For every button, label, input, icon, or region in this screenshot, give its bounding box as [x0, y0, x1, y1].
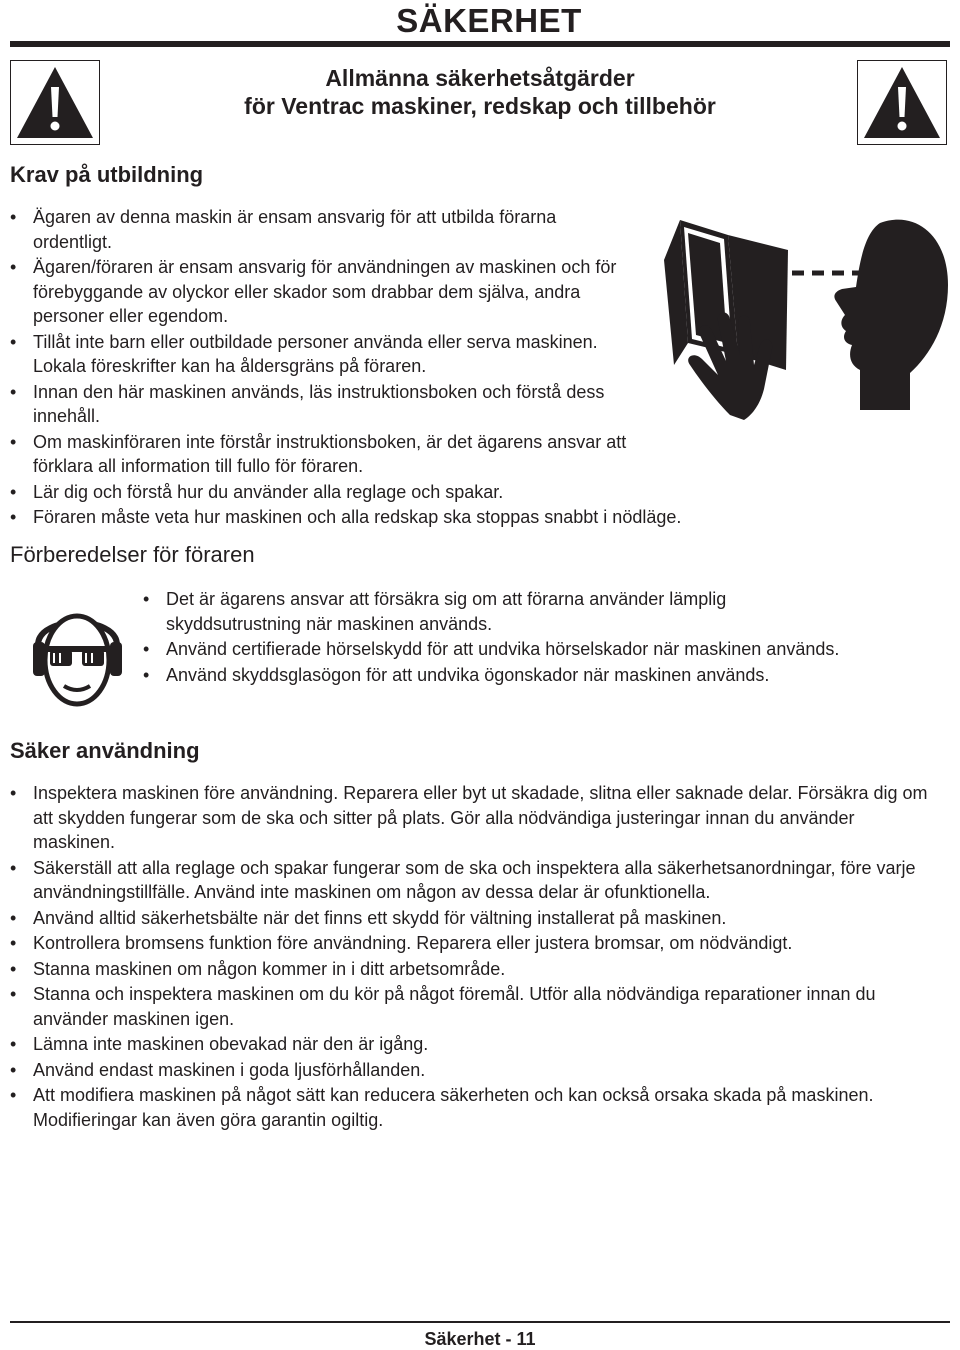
list-item: • Inspektera maskinen före användning. Reparera eller byt ut skadade, slitna eller saknade delar. Försäkra dig om att skydden fungerar som de ska och sitter på plats. Gör alla nödvändiga justeringar innan du använder maskinen. — [10, 781, 940, 855]
warning-triangle-icon — [862, 65, 942, 140]
list-item: • Lär dig och förstå hur du använder alla reglage och spakar. — [10, 480, 790, 505]
page-title: SÄKERHET — [396, 2, 582, 39]
warning-sign-right — [857, 60, 947, 145]
subtitle-line-1: Allmänna säkerhetsåtgärder — [325, 65, 635, 91]
list-item: • Föraren måste veta hur maskinen och alla redskap ska stoppas snabbt i nödläge. — [10, 505, 790, 530]
list-item: • Ägaren/föraren är ensam ansvarig för användningen av maskinen och för förebyggande av olyckor eller skador som drabbar dem själva, andra personer eller egendom. — [10, 255, 623, 329]
footer-rule — [10, 1321, 950, 1323]
list-item: • Säkerställ att alla reglage och spakar fungerar som de ska och inspektera alla säkerhetsanordningar, före varje användningstillfälle. Använd inte maskinen om någon av dessa delar är ofunktionella. — [10, 856, 933, 905]
read-manual-icon — [660, 205, 950, 420]
list-item: • Ägaren av denna maskin är ensam ansvarig för att utbilda förarna ordentligt. — [10, 205, 623, 254]
list-item: • Tillåt inte barn eller outbildade personer använda eller serva maskinen. Lokala föreskrifter kan ha åldersgräns på föraren. — [10, 330, 623, 379]
warning-sign-left — [10, 60, 100, 145]
protective-equipment-icon — [30, 600, 125, 710]
list-item: • Använd alltid säkerhetsbälte när det finns ett skydd för vältning installerat på maskinen. — [10, 906, 940, 931]
preparation-list — [143, 587, 953, 688]
list-item: • Stanna maskinen om någon kommer in i ditt arbetsområde. — [10, 957, 940, 982]
list-item: • Använd certifierade hörselskydd för att undvika hörselskador när maskinen används. — [143, 637, 953, 662]
list-item: • Om maskinföraren inte förstår instruktionsboken, är det ägarens ansvar att förklara all information till fullo för föraren. — [10, 430, 653, 479]
header-rule — [10, 41, 950, 47]
list-item: • Lämna inte maskinen obevakad när den är igång. — [10, 1032, 940, 1057]
safe-use-heading: Säker användning — [10, 738, 200, 763]
training-heading: Krav på utbildning — [10, 162, 204, 187]
list-item: • Stanna och inspektera maskinen om du kör på något föremål. Utför alla nödvändiga reparationer innan du använder maskinen igen. — [10, 982, 940, 1031]
preparation-heading: Förberedelser för föraren — [10, 542, 255, 567]
list-item: • Innan den här maskinen används, läs instruktionsboken och förstå dess innehåll. — [10, 380, 623, 429]
list-item: • Det är ägarens ansvar att försäkra sig om att förarna använder lämplig skyddsutrustning när maskinen används. — [143, 587, 856, 636]
page-number: Säkerhet - 11 — [424, 1329, 536, 1349]
subtitle-line-2: för Ventrac maskiner, redskap och tillbehör — [244, 93, 716, 119]
list-item: • Använd skyddsglasögon för att undvika ögonskador när maskinen används. — [143, 663, 953, 688]
list-item: • Kontrollera bromsens funktion före användning. Reparera eller justera bromsar, om nödvändigt. — [10, 931, 940, 956]
list-item: • Använd endast maskinen i goda ljusförhållanden. — [10, 1058, 940, 1083]
page-subtitle — [160, 64, 800, 120]
list-item: • Att modifiera maskinen på något sätt kan reducera säkerheten och kan också orsaka skada på maskinen. Modifieringar kan även göra garantin ogiltig. — [10, 1083, 940, 1132]
warning-triangle-icon — [15, 65, 95, 140]
safe-use-list — [10, 781, 940, 1133]
